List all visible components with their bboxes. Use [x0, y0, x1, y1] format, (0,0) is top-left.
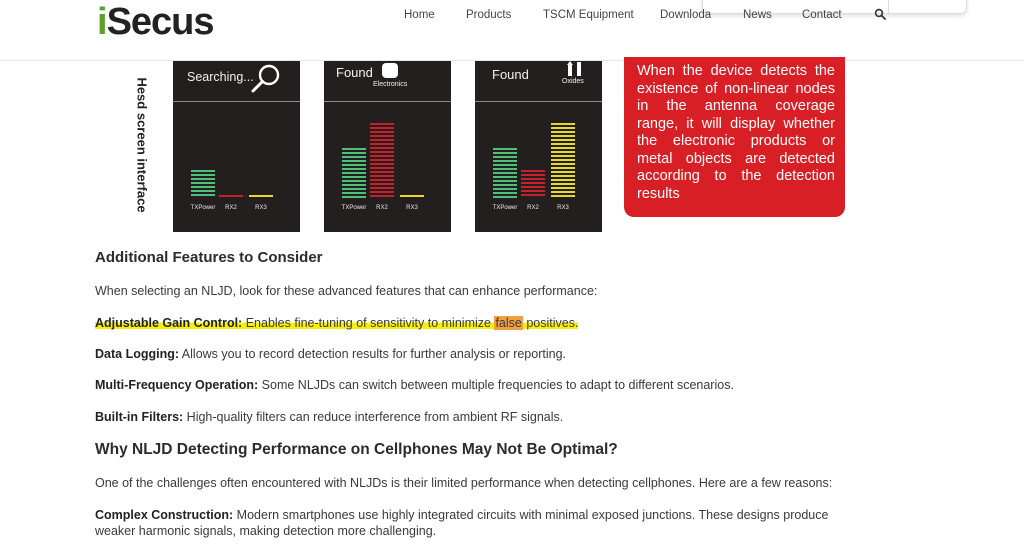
reason-complex-construction: Complex Construction: Modern smartphones use highly integrated circuits with minimal exposed junctions. These designs produce weaker harmonic signals, making detection more challenging.: [95, 508, 829, 538]
signal-bar-label: RX2: [376, 205, 388, 211]
feature-data-logging: Data Logging: Allows you to record detection results for further analysis or reporting.: [95, 347, 567, 361]
signal-bar-txpower: [493, 148, 517, 198]
panel-divider: [475, 101, 602, 102]
main-nav: [0, 8, 1024, 22]
nav-download[interactable]: Downloda: [660, 9, 712, 21]
oxides-icon: [566, 61, 584, 77]
screen-panel-electronics: [324, 61, 451, 232]
panel-title: Found: [336, 65, 373, 80]
signal-bar-rx2: [370, 123, 394, 198]
highlighted-word: false: [495, 316, 522, 330]
feature-adjustable-gain: Adjustable Gain Control: Enables fine-tuning of sensitivity to minimize false positives.: [95, 316, 579, 330]
signal-bar-label: TXPower: [190, 205, 216, 211]
features-intro: When selecting an NLJD, look for these advanced features that can enhance performance:: [95, 284, 598, 298]
feature-built-in-filters: Built-in Filters: High-quality filters can reduce interference from ambient RF signals.: [95, 410, 564, 424]
panel-divider: [324, 101, 451, 102]
nav-separator: [888, 0, 889, 13]
feature-term: Built-in Filters:: [95, 410, 184, 424]
section-heading-features: Additional Features to Consider: [95, 249, 323, 266]
panel-divider: [173, 101, 300, 102]
panel-title: Searching...: [187, 70, 254, 84]
feature-term: Data Logging:: [95, 347, 180, 361]
screen-panel-searching: [173, 61, 300, 232]
site-header: [0, 0, 1024, 61]
feature-multi-frequency: Multi-Frequency Operation: Some NLJDs can switch between multiple frequencies to adapt to different scenarios.: [95, 378, 734, 392]
panel-subtitle: Electronics: [373, 81, 408, 88]
signal-bar-label: RX3: [557, 205, 569, 211]
signal-bar-label: RX2: [225, 205, 237, 211]
chip-icon: [381, 62, 399, 79]
magnifier-icon: [249, 63, 283, 95]
signal-bar-txpower: [191, 170, 215, 198]
signal-bar-label: TXPower: [341, 205, 367, 211]
site-logo[interactable]: iSecus: [97, 1, 214, 43]
signal-bar-txpower: [342, 148, 366, 198]
feature-term: Adjustable Gain Control:: [95, 316, 243, 330]
nav-home[interactable]: Home: [404, 9, 435, 21]
panel-title: Found: [492, 67, 529, 82]
signal-bar-label: TXPower: [492, 205, 518, 211]
signal-bar-label: RX3: [406, 205, 418, 211]
nav-contact[interactable]: Contact: [802, 9, 842, 21]
screen-interface-label: Hesd screen interface: [134, 77, 150, 213]
reason-term: Complex Construction:: [95, 508, 234, 522]
signal-bar-label: RX2: [527, 205, 539, 211]
screen-panel-oxides: [475, 61, 602, 232]
feature-term: Multi-Frequency Operation:: [95, 378, 259, 392]
panel-subtitle: Oxides: [562, 78, 584, 85]
signal-bar-rx3: [249, 195, 273, 198]
signal-bar-label: RX3: [255, 205, 267, 211]
nav-news[interactable]: News: [743, 9, 772, 21]
signal-bar-rx2: [219, 195, 243, 198]
signal-bar-rx3: [400, 195, 424, 198]
signal-bar-rx2: [521, 170, 545, 198]
section-heading-cellphones: Why NLJD Detecting Performance on Cellphones May Not Be Optimal?: [95, 441, 618, 458]
nav-products[interactable]: Products: [466, 9, 512, 21]
search-icon[interactable]: [874, 8, 886, 20]
nav-tscm-equipment[interactable]: TSCM Equipment: [543, 9, 634, 21]
signal-bar-rx3: [551, 123, 575, 198]
detection-callout: When the device detects the existence of non-linear nodes in the antenna coverage range, it will display whether the electronic products or metal objects are detected according to the detection results: [624, 57, 845, 217]
cellphones-intro: One of the challenges often encountered with NLJDs is their limited performance when detecting cellphones. Here are a few reasons:: [95, 476, 833, 490]
